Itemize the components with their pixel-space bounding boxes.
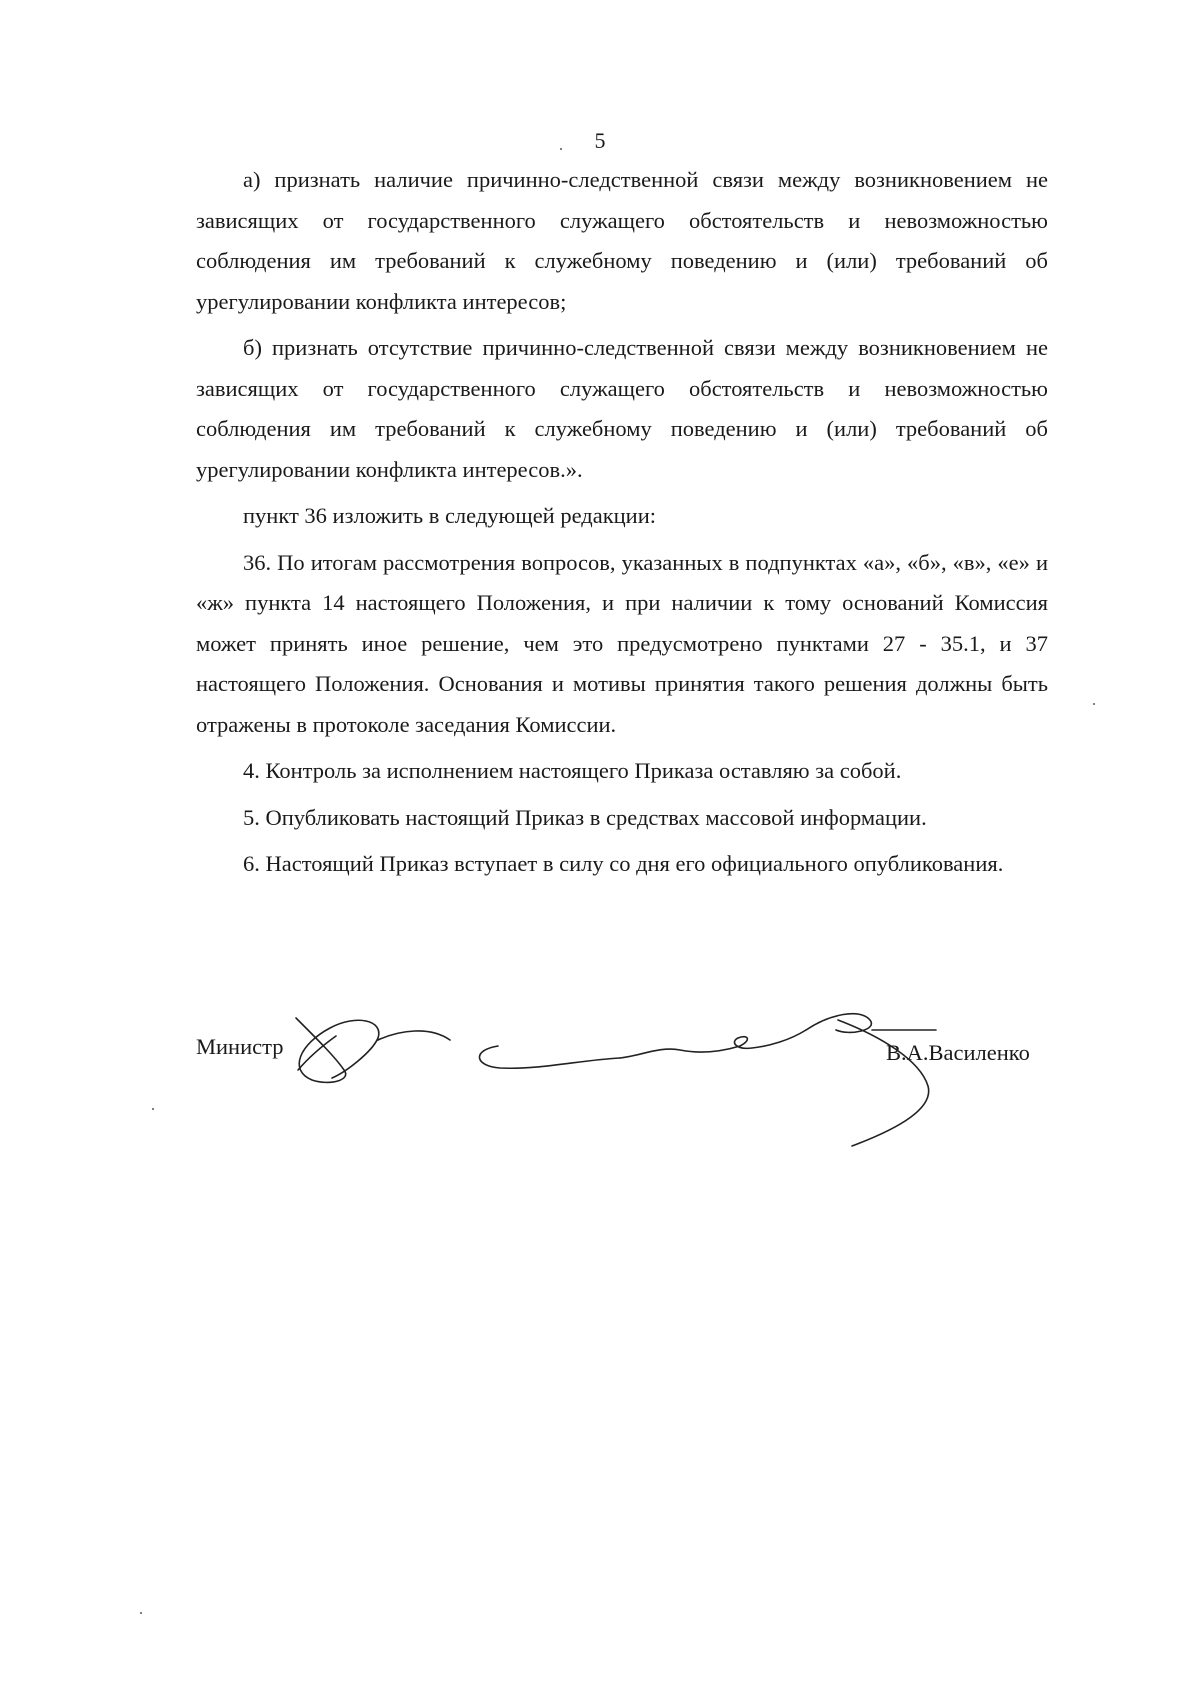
- paragraph-subpoint-a: а) признать наличие причинно-следственной связи между возникновением не зависящих от государственного служащего обстоятельств и невозможностью соблюдения им требований к служебному поведению и (или) требований об урегулировании конфликта интересов;: [196, 167, 1048, 314]
- document-body: [196, 160, 1048, 885]
- page-number: 5: [594, 128, 606, 153]
- signer-name: В.А.Василенко: [886, 1040, 1030, 1065]
- paragraph-item-5: 5. Опубликовать настоящий Приказ в средствах массовой информации.: [243, 804, 927, 830]
- scan-artifact: [560, 148, 562, 150]
- scan-artifact: [1093, 703, 1095, 705]
- scan-artifact: [140, 1612, 142, 1614]
- paragraph-point-36: 36. По итогам рассмотрения вопросов, указанных в подпунктах «а», «б», «в», «е» и «ж» пункта 14 настоящего Положения, и при наличии к тому оснований Комиссия может принять иное решение, чем это предусмотрено пунктами 27 - 35.1, и 37 настоящего Положения. Основания и мотивы принятия такого решения должны быть отражены в протоколе заседания Комиссии.: [196, 549, 1048, 737]
- signer-title: Министр: [196, 1034, 284, 1059]
- paragraph-subpoint-b: б) признать отсутствие причинно-следственной связи между возникновением не зависящих от государственного служащего обстоятельств и невозможностью соблюдения им требований к служебному поведению и (или) требований об урегулировании конфликта интересов.».: [196, 335, 1048, 482]
- signature-block: [196, 1022, 1048, 1172]
- paragraph-item-4: 4. Контроль за исполнением настоящего Приказа оставляю за собой.: [243, 758, 902, 783]
- paragraph-item-6: 6. Настоящий Приказ вступает в силу со дня его официального опубликования.: [243, 851, 1004, 876]
- paragraph-point-36-intro: пункт 36 изложить в следующей редакции:: [243, 503, 657, 528]
- scan-artifact: [152, 1108, 154, 1110]
